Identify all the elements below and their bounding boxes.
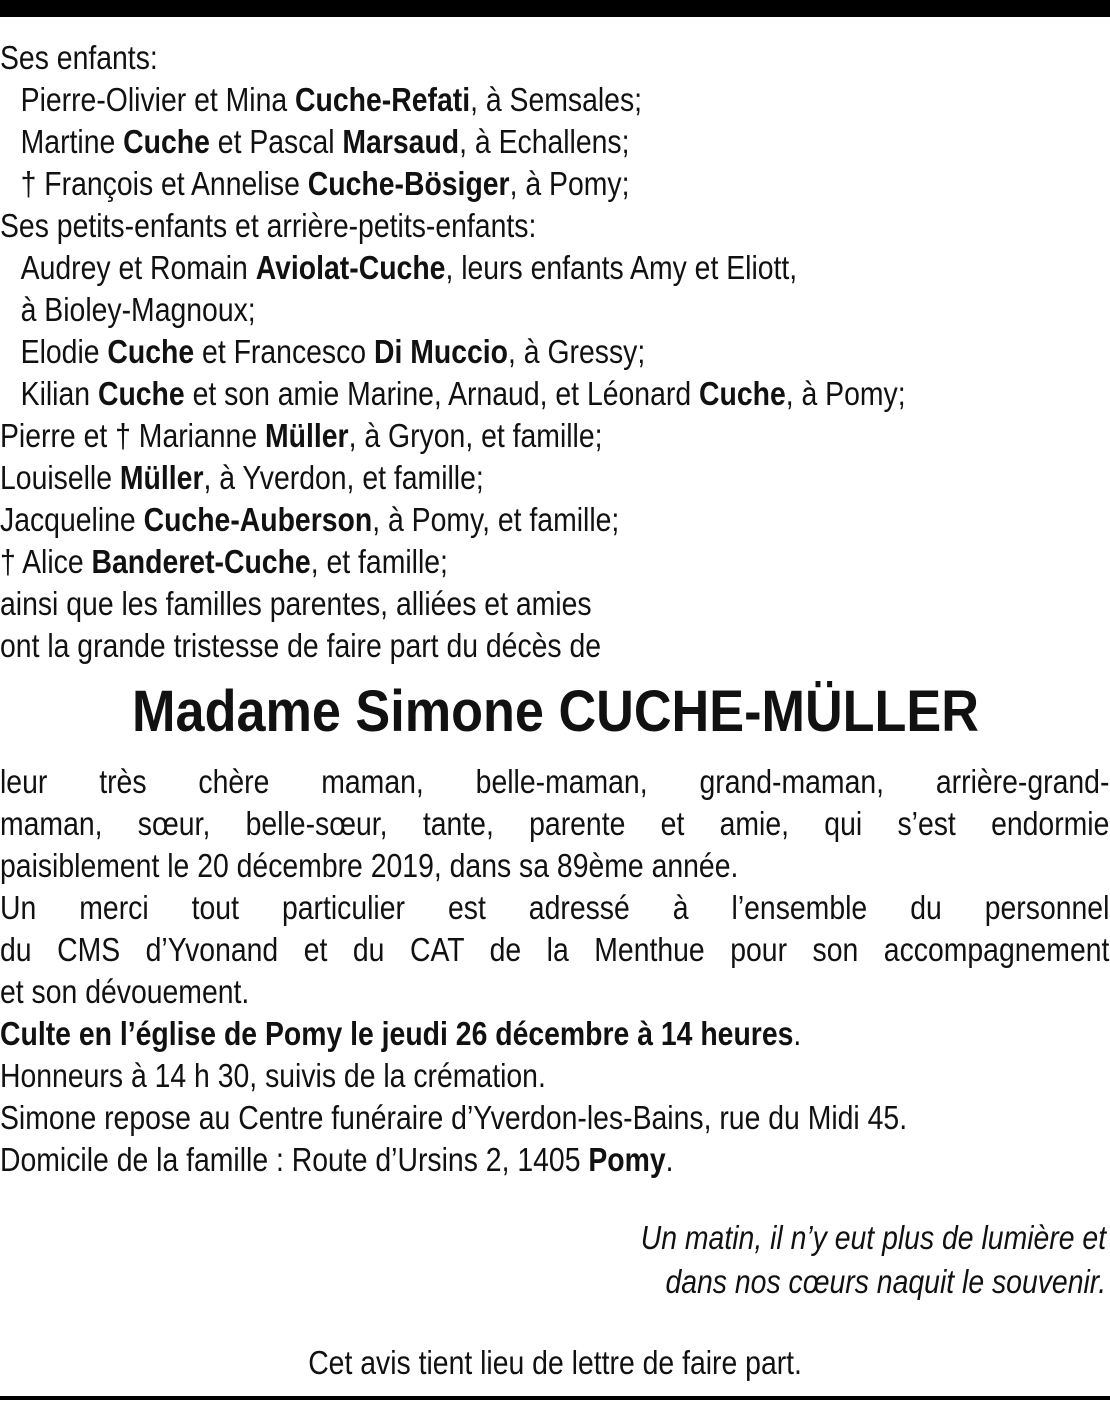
service-line <box>0 1013 955 1055</box>
text: , à Echallens; <box>459 123 630 160</box>
text: Jacqueline <box>0 501 144 538</box>
footer-text: Cet avis tient lieu de lettre de faire part. <box>308 1344 802 1381</box>
text: Elodie <box>20 333 108 370</box>
family-line <box>0 583 955 625</box>
surname: Müller <box>265 417 349 454</box>
surname: Marsaud <box>342 123 460 160</box>
surname: Banderet-Cuche <box>91 543 311 580</box>
surname: Cuche-Auberson <box>143 501 373 538</box>
verse-line: dans nos cœurs naquit le souvenir. <box>665 1263 1106 1300</box>
family-line <box>0 457 955 499</box>
family-line <box>0 37 955 79</box>
text: Kilian <box>20 375 98 412</box>
bottom-rule <box>0 1396 1110 1400</box>
text: et son amie Marine, Arnaud, et Léonard <box>184 375 699 412</box>
surname: Cuche-Bösiger <box>307 165 510 202</box>
text: , à Pomy; <box>509 165 630 202</box>
surname: Cuche <box>107 333 195 370</box>
text: à Bioley-Magnoux; <box>20 291 256 328</box>
body-text: Simone repose au Centre funéraire d’Yverdon-les-Bains, rue du Midi 45. <box>0 1099 908 1136</box>
body-line <box>0 803 1110 845</box>
text: Ses petits-enfants et arrière-petits-enfants: <box>0 207 537 244</box>
family-line <box>0 541 955 583</box>
deceased-name-heading <box>0 680 1110 744</box>
text: , à Pomy, et famille; <box>372 501 620 538</box>
text: ainsi que les familles parentes, alliées et amies <box>0 585 592 622</box>
family-line <box>0 79 955 121</box>
family-line <box>0 247 955 289</box>
body-text: Un merci tout particulier est adressé à l’ensemble du personnel <box>0 889 1110 926</box>
surname: Cuche <box>123 123 210 160</box>
text: Pierre et † Marianne <box>0 417 266 454</box>
family-line <box>0 373 955 415</box>
surname: Aviolat-Cuche <box>255 249 446 286</box>
body-text: et son dévouement. <box>0 973 250 1010</box>
family-line <box>0 163 955 205</box>
verse <box>565 1216 1106 1304</box>
top-rule <box>0 0 1110 17</box>
text: et Pascal <box>209 123 343 160</box>
surname: Cuche-Refati <box>295 81 471 118</box>
family-line <box>0 289 955 331</box>
rest-line <box>0 1097 955 1139</box>
text: ont la grande tristesse de faire part du décès de <box>0 627 602 664</box>
surname: Cuche <box>97 375 185 412</box>
body-text: maman, sœur, belle-sœur, tante, parente et amie, qui s’est endormie <box>0 805 1110 842</box>
text: Audrey et Romain <box>20 249 256 286</box>
deceased-name: Madame Simone CUCHE-MÜLLER <box>131 679 979 744</box>
text: , à Semsales; <box>470 81 643 118</box>
body-text: paisiblement le 20 décembre 2019, dans sa 89ème année. <box>0 847 739 884</box>
body-text: . <box>793 1015 802 1052</box>
text: et Francesco <box>194 333 374 370</box>
text: , à Pomy; <box>785 375 906 412</box>
surname: Di Muccio <box>373 333 509 370</box>
footer-note <box>0 1342 1110 1384</box>
family-line <box>0 499 955 541</box>
text: Louiselle <box>0 459 120 496</box>
body-line <box>0 887 1110 929</box>
text: , et famille; <box>310 543 448 580</box>
text: , à Gryon, et famille; <box>348 417 603 454</box>
body-line <box>0 845 955 887</box>
service-details: Culte en l’église de Pomy le jeudi 26 décembre à 14 heures <box>0 1015 794 1052</box>
domicile-town: Pomy <box>588 1141 666 1178</box>
family-line <box>0 121 955 163</box>
surname: Cuche <box>698 375 786 412</box>
notice-body <box>0 761 1110 1181</box>
body-line <box>0 761 1110 803</box>
family-line <box>0 205 955 247</box>
family-line <box>0 415 955 457</box>
domicile-line <box>0 1139 955 1181</box>
body-text: Honneurs à 14 h 30, suivis de la crémation. <box>0 1057 546 1094</box>
text: Ses enfants: <box>0 39 158 76</box>
family-line <box>0 331 955 373</box>
body-text: Domicile de la famille : Route d’Ursins 2, 1405 <box>0 1141 589 1178</box>
text: Pierre-Olivier et Mina <box>20 81 296 118</box>
text: , leurs enfants Amy et Eliott, <box>445 249 798 286</box>
family-list <box>0 37 1110 667</box>
body-line <box>0 929 1110 971</box>
body-text: du CMS d’Yvonand et du CAT de la Menthue pour son accompagnement <box>0 931 1110 968</box>
text: † Alice <box>0 543 92 580</box>
surname: Müller <box>119 459 204 496</box>
text: , à Gressy; <box>508 333 646 370</box>
body-line <box>0 971 955 1013</box>
body-text: leur très chère maman, belle-maman, grand-maman, arrière-grand- <box>0 763 1110 800</box>
text: Martine <box>20 123 124 160</box>
text: , à Yverdon, et famille; <box>203 459 484 496</box>
honours-line <box>0 1055 955 1097</box>
verse-line: Un matin, il n’y eut plus de lumière et <box>640 1219 1106 1256</box>
body-text: . <box>665 1141 674 1178</box>
text: † François et Annelise <box>20 165 308 202</box>
family-line <box>0 625 955 667</box>
